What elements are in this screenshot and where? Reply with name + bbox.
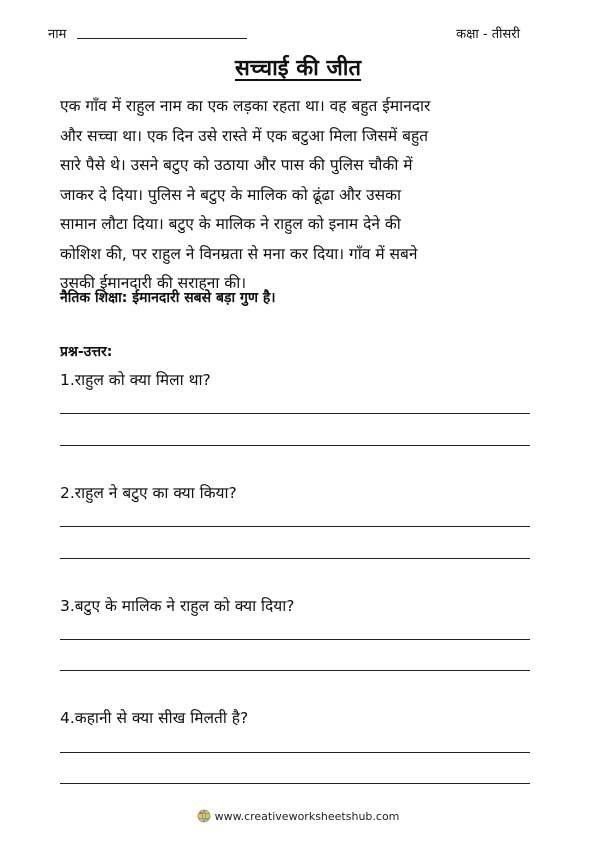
globe-icon: [197, 809, 211, 823]
story-line: कोशिश की, पर राहुल ने विनम्रता से मना कर दिया। गाँव में सबने: [60, 244, 418, 263]
story-title-text: सच्चाई की जीत: [234, 56, 362, 81]
story-text: [60, 92, 540, 299]
story-line: जाकर दे दिया। पुलिस ने बटुए के मालिक को ढूंढा और उसका: [60, 185, 402, 204]
answer-line[interactable]: [60, 558, 530, 559]
answer-line[interactable]: [60, 413, 530, 414]
story-line: सारे पैसे थे। उसने बटुए को उठाया और पास की पुलिस चौकी में: [60, 156, 413, 174]
question-2: 2.राहुल ने बटुए का क्या किया?: [60, 484, 237, 502]
answer-line[interactable]: [60, 639, 530, 640]
footer-url[interactable]: www.creativeworksheetshub.com: [214, 810, 400, 823]
name-blank-line: [77, 38, 247, 39]
story-line: और सच्चा था। एक दिन उसे रास्ते में एक बटुआ मिला जिसमें बहुत: [60, 126, 429, 145]
answer-line[interactable]: [60, 752, 530, 753]
story-line: उसकी ईमानदारी की सराहना की।: [60, 274, 247, 292]
question-3: 3.बटुए के मालिक ने राहुल को क्या दिया?: [60, 597, 295, 615]
answer-line[interactable]: [60, 783, 530, 784]
answer-line[interactable]: [60, 670, 530, 671]
name-label: नाम: [48, 27, 67, 42]
question-4: 4.कहानी से क्या सीख मिलती है?: [60, 709, 249, 727]
story-line: एक गाँव में राहुल नाम का एक लड़का रहता था। वह बहुत ईमानदार: [60, 97, 431, 115]
name-field: [48, 24, 247, 42]
qa-heading: प्रश्न-उत्तर:: [60, 344, 113, 360]
story-line: सामान लौटा दिया। बटुए के मालिक ने राहुल को इनाम देने की: [60, 215, 401, 233]
moral-text: नैतिक शिक्षा: ईमानदारी सबसे बड़ा गुण है।: [60, 290, 276, 306]
story-title: [0, 52, 596, 82]
answer-line[interactable]: [60, 445, 530, 446]
footer: [0, 809, 596, 823]
question-1: 1.राहुल को क्या मिला था?: [60, 371, 211, 389]
class-label: कक्षा - तीसरी: [456, 27, 520, 42]
answer-line[interactable]: [60, 526, 530, 527]
